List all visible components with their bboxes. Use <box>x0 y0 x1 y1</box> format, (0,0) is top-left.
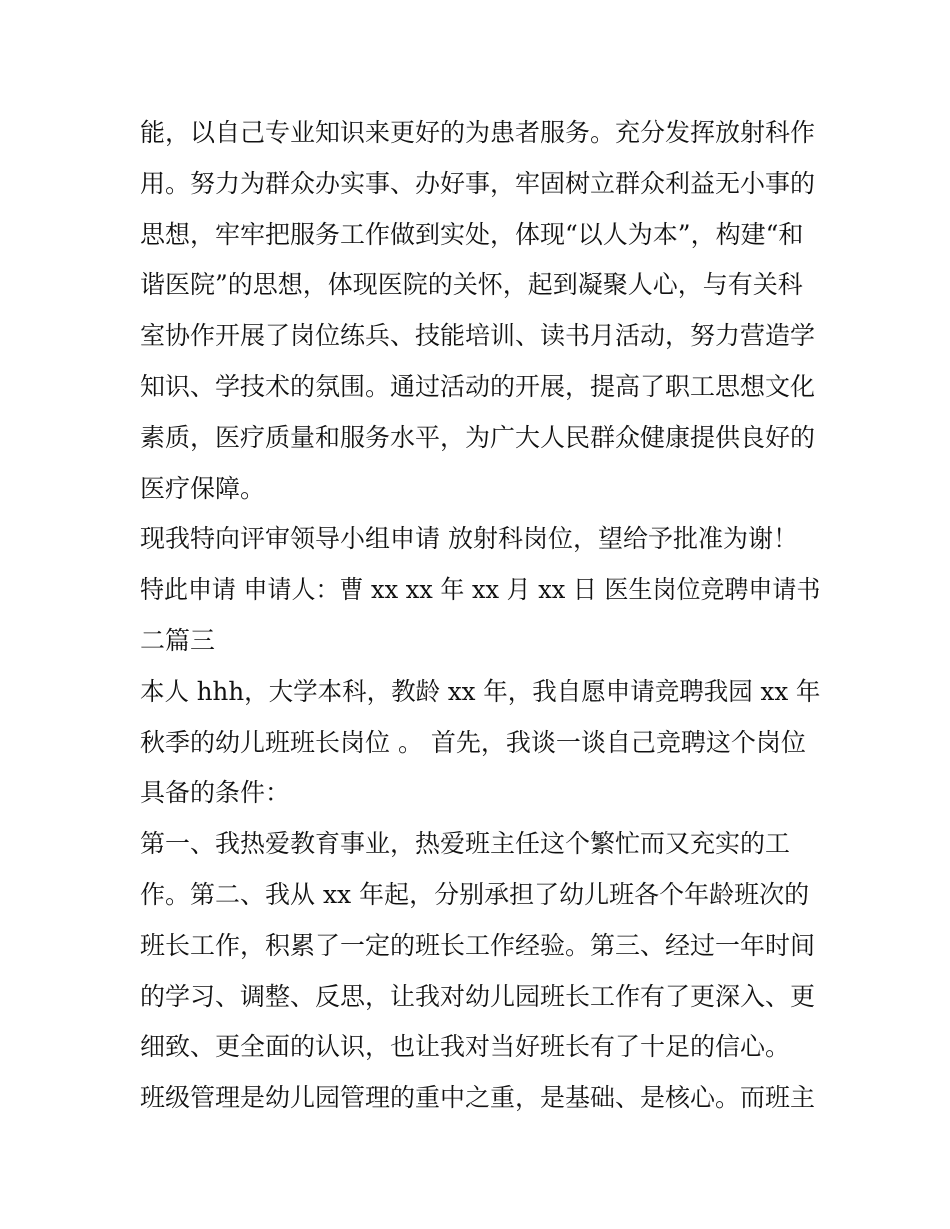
text-line: 能，以自己专业知识来更好的为患者服务。充分发挥放射科作 <box>140 118 816 147</box>
text-line: 本人 hhh，大学本科，教龄 xx 年，我自愿申请竞聘我园 xx 年 <box>140 676 821 706</box>
text-line: 知识、学技术的氛围。通过活动的开展，提高了职工思想文化 <box>140 371 816 401</box>
text-line: 班长工作，积累了一定的班长工作经验。第三、经过一年时间 <box>140 930 816 960</box>
text-line: 现我特向评审领导小组申请 放射科岗位，望给予批准为谢！ <box>140 524 798 554</box>
text-line: 思想，牢牢把服务工作做到实处，体现“以人为本”，构建“和 <box>140 219 804 249</box>
text-line: 室协作开展了岗位练兵、技能培训、读书月活动，努力营造学 <box>140 321 816 351</box>
text-line: 作。第二、我从 xx 年起，分别承担了幼儿班各个年龄班次的 <box>140 879 810 909</box>
text-line: 谐医院”的思想，体现医院的关怀，起到凝聚人心，与有关科 <box>140 270 803 300</box>
text-line: 医疗保障。 <box>140 473 266 503</box>
body-text <box>140 108 820 1124</box>
text-line: 的学习、调整、反思，让我对幼儿园班长工作有了更深入、更 <box>140 981 816 1011</box>
text-line: 第一、我热爱教育事业，热爱班主任这个繁忙而又充实的工 <box>140 829 791 859</box>
text-line: 秋季的幼儿班班长岗位 。 首先，我谈一谈自己竞聘这个岗位 <box>140 727 806 757</box>
text-line: 班级管理是幼儿园管理的重中之重，是基础、是核心。而班主 <box>140 1083 816 1113</box>
text-line: 具备的条件： <box>140 778 291 808</box>
text-line: 特此申请 申请人：曹 xx xx 年 xx 月 xx 日 医生岗位竞聘申请书 <box>140 575 821 605</box>
text-line: 二篇三 <box>140 625 216 655</box>
text-line: 素质，医疗质量和服务水平，为广大人民群众健康提供良好的 <box>140 422 816 452</box>
text-line: 细致、更全面的认识，也让我对当好班长有了十足的信心。 <box>140 1032 791 1062</box>
text-line: 用。努力为群众办实事、办好事，牢固树立群众利益无小事的 <box>140 168 816 198</box>
